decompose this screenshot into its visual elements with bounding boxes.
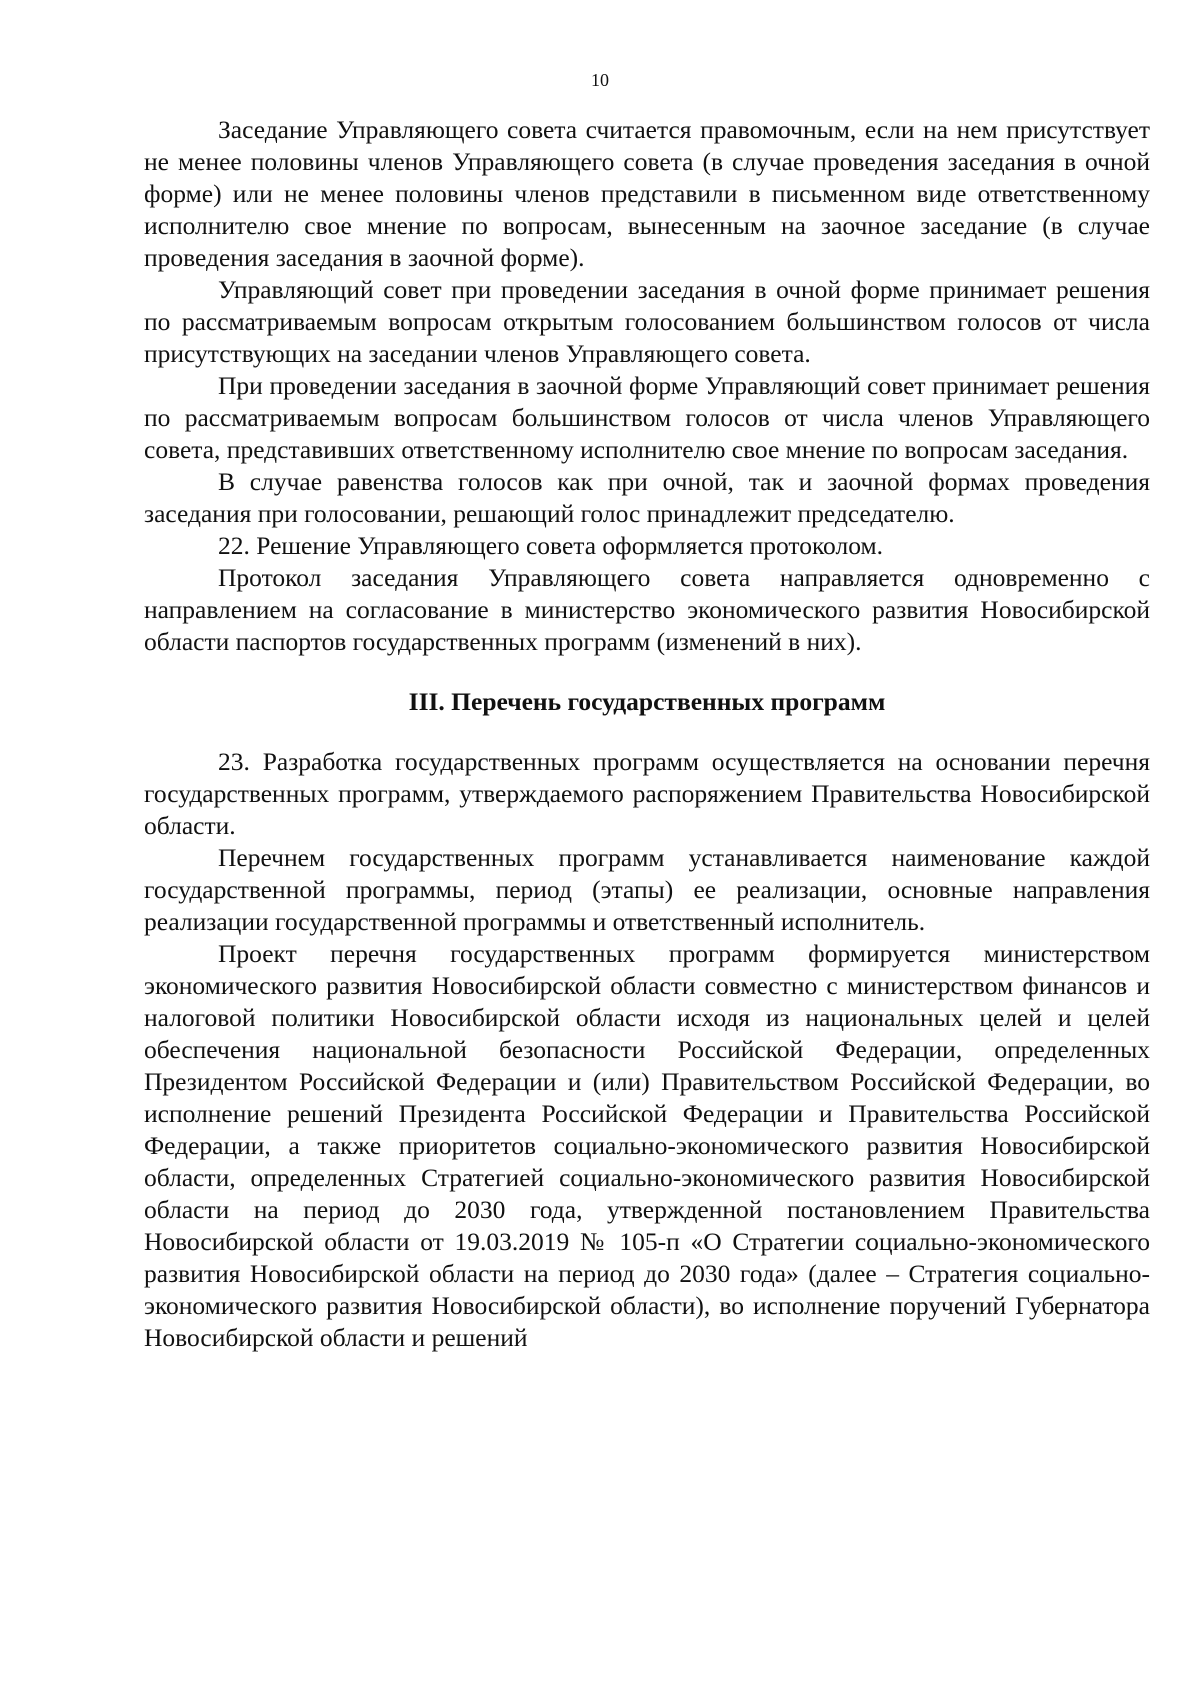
paragraph: Протокол заседания Управляющего совета направляется одновременно с направлением на согласование в министерство экономического развития Новосибирской области паспортов государственных программ (изменений в них). (144, 563, 1150, 656)
paragraph: В случае равенства голосов как при очной, так и заочной формах проведения заседания при голосовании, решающий голос принадлежит председателю. (144, 467, 1150, 528)
page-number: 10 (591, 70, 609, 90)
paragraph: При проведении заседания в заочной форме Управляющий совет принимает решения по рассматриваемым вопросам большинством голосов от числа членов Управляющего совета, представивших ответственному исполнителю свое мнение по вопросам заседания. (144, 371, 1150, 464)
paragraph: Управляющий совет при проведении заседания в очной форме принимает решения по рассматриваемым вопросам открытым голосованием большинством голосов от числа присутствующих на заседании членов Управляющего совета. (144, 275, 1150, 368)
section-heading: III. Перечень государственных программ (408, 687, 886, 716)
paragraph: 22. Решение Управляющего совета оформляется протоколом. (218, 531, 883, 560)
paragraph: Перечнем государственных программ устанавливается наименование каждой государственной программы, период (этапы) ее реализации, основные направления реализации государственной программы и ответственный исполнитель. (144, 843, 1150, 936)
paragraph: Заседание Управляющего совета считается правомочным, если на нем присутствует не менее половины членов Управляющего совета (в случае проведения заседания в очной форме) или не менее половины членов представили в письменном виде ответственному исполнителю свое мнение по вопросам, вынесенным на заочное заседание (в случае проведения заседания в заочной форме). (144, 115, 1150, 272)
document-body (144, 114, 1150, 1354)
paragraph: 23. Разработка государственных программ осуществляется на основании перечня государственных программ, утверждаемого распоряжением Правительства Новосибирской области. (144, 747, 1150, 840)
paragraph: Проект перечня государственных программ формируется министерством экономического развития Новосибирской области совместно с министерством финансов и налоговой политики Новосибирской области исходя из национальных целей и целей обеспечения национальной безопасности Российской Федерации, определенных Президентом Российской Федерации и (или) Правительством Российской Федерации, во исполнение решений Президента Российской Федерации и Правительства Российской Федерации, а также приоритетов социально-экономического развития Новосибирской области, определенных Стратегией социально-экономического развития Новосибирской области на период до 2030 года, утвержденной постановлением Правительства Новосибирской области от 19.03.2019 № 105-п «О Стратегии социально-экономического развития Новосибирской области на период до 2030 года» (далее – Стратегия социально-экономического развития Новосибирской области), во исполнение поручений Губернатора Новосибирской области и решений (144, 939, 1150, 1352)
